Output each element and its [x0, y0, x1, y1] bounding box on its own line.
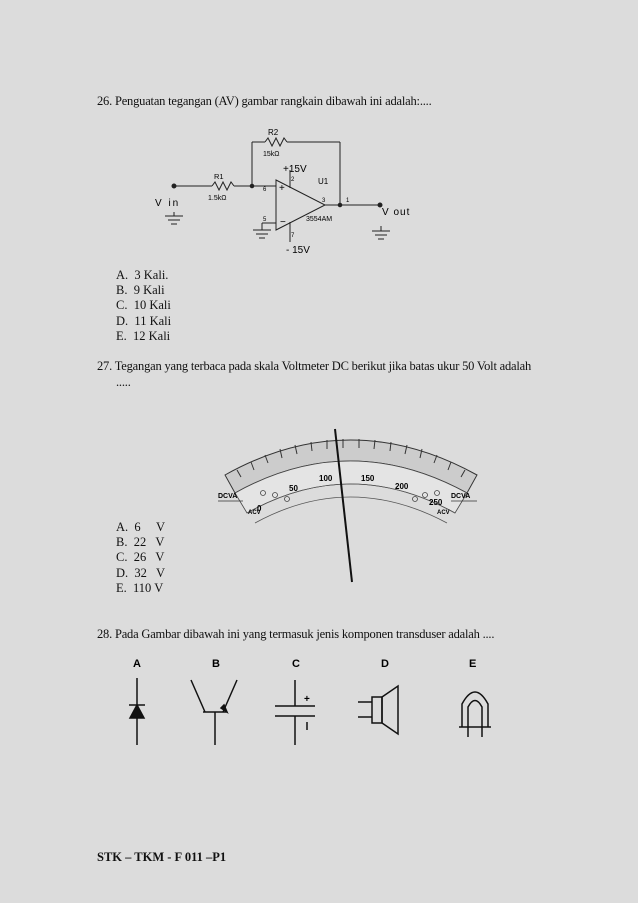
pin-6: 6 — [263, 187, 267, 193]
question-27-text: 27. Tegangan yang terbaca pada skala Voltmeter DC berikut jika batas ukur 50 Volt adalah — [97, 359, 532, 373]
lamp-icon[interactable] — [459, 692, 491, 737]
acv-label-right: ACV — [437, 510, 450, 516]
symbol-label-d: D — [381, 658, 389, 670]
q27-option-d[interactable]: D. 32 V — [116, 565, 166, 580]
q26-option-b[interactable]: B. 9 Kali — [116, 283, 165, 298]
q27-option-e[interactable]: E. 110 V — [116, 580, 164, 595]
symbol-label-e: E — [469, 658, 477, 670]
symbol-label-b: B — [212, 658, 220, 670]
scale-label-50: 50 — [289, 484, 298, 493]
question-26-text: 26. Penguatan tegangan (AV) gambar rangkain dibawah ini adalah:.... — [97, 94, 432, 108]
q26-option-d[interactable]: D. 11 Kali — [116, 313, 172, 328]
pin-7: 7 — [291, 233, 295, 239]
q27-options — [116, 520, 165, 596]
diode-icon[interactable] — [129, 678, 145, 745]
plus-input-sign: + — [279, 183, 285, 194]
pin-5: 5 — [263, 217, 267, 223]
scale-label-150: 150 — [361, 474, 375, 483]
voltmeter-scale-image — [215, 415, 485, 590]
speaker-icon[interactable] — [358, 686, 398, 734]
r2-label: R2 — [268, 128, 279, 137]
r1-label: R1 — [214, 172, 224, 181]
r2-value: 15kΩ — [263, 151, 280, 158]
scale-label-200: 200 — [395, 482, 409, 491]
q26-option-a[interactable]: A. 3 Kali. — [116, 268, 169, 282]
capacitor-icon[interactable] — [275, 680, 315, 745]
negative-supply-label: - 15V — [286, 245, 310, 256]
minus-input-sign: − — [280, 217, 286, 228]
component-symbols — [115, 650, 515, 750]
pin-2: 2 — [291, 177, 295, 183]
scale-label-250: 250 — [429, 498, 443, 507]
document-footer-code: STK – TKM - F 011 –P1 — [97, 850, 227, 864]
q27-option-a[interactable]: A. 6 V — [116, 520, 166, 534]
chip-label: 3554AM — [306, 216, 333, 223]
pin-3: 3 — [322, 198, 326, 204]
u1-label: U1 — [318, 177, 329, 186]
symbol-label-a: A — [133, 658, 141, 670]
question-28-text: 28. Pada Gambar dibawah ini yang termasuk jenis komponen transduser adalah .... — [97, 627, 495, 641]
question-27-text-cont: ..... — [116, 375, 131, 389]
dcva-label-right: DCVA — [451, 493, 471, 500]
opamp-circuit-diagram — [150, 120, 430, 265]
vout-label: V out — [382, 207, 411, 218]
scale-label-100: 100 — [319, 474, 333, 483]
capacitor-plus-sign: + — [304, 694, 310, 705]
vin-label: V in — [155, 198, 181, 209]
q27-option-c[interactable]: C. 26 V — [116, 550, 165, 565]
q26-option-e[interactable]: E. 12 Kali — [116, 328, 171, 343]
q26-options — [116, 268, 171, 344]
symbol-label-c: C — [292, 658, 300, 670]
acv-label-left: ACV — [248, 510, 261, 516]
r1-value: 1.5kΩ — [208, 195, 227, 202]
transistor-icon[interactable] — [191, 680, 237, 745]
scale-label-0: 0 — [257, 504, 262, 513]
dcva-label-left: DCVA — [218, 493, 238, 500]
q27-option-b[interactable]: B. 22 V — [116, 535, 165, 550]
pin-1: 1 — [346, 198, 350, 204]
positive-supply-label: +15V — [283, 164, 307, 175]
q26-option-c[interactable]: C. 10 Kali — [116, 298, 171, 313]
